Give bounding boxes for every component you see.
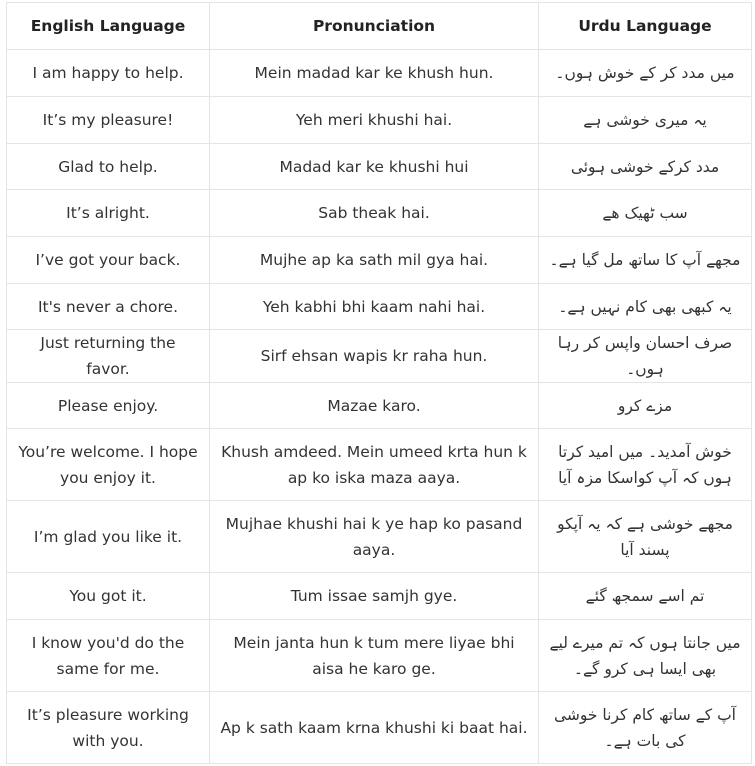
table-row (7, 330, 752, 383)
pronunciation-cell: Mein janta hun k tum mere liyae bhi aisa he karo ge. (210, 620, 539, 692)
phrase-table (6, 2, 752, 764)
english-cell: It’s pleasure working with you. (7, 692, 210, 764)
header-row (7, 3, 752, 50)
urdu-cell: صرف احسان واپس کر رہا ہوں۔ (539, 330, 752, 383)
table-row (7, 573, 752, 620)
table-row (7, 50, 752, 97)
header-pronunciation: Pronunciation (210, 3, 539, 50)
english-cell: You got it. (7, 573, 210, 620)
table-header (7, 3, 752, 50)
table-body (7, 50, 752, 764)
pronunciation-cell: Yeh kabhi bhi kaam nahi hai. (210, 284, 539, 330)
header-english: English Language (7, 3, 210, 50)
english-cell: Please enjoy. (7, 383, 210, 429)
urdu-cell: مجھے خوشی ہے کہ یہ آپکو پسند آیا (539, 501, 752, 573)
urdu-cell: آپ کے ساتھ کام کرنا خوشی کی بات ہے۔ (539, 692, 752, 764)
pronunciation-cell: Ap k sath kaam krna khushi ki baat hai. (210, 692, 539, 764)
english-cell: It’s alright. (7, 190, 210, 237)
english-cell: I’ve got your back. (7, 237, 210, 284)
pronunciation-cell: Khush amdeed. Mein umeed krta hun k ap ko iska maza aaya. (210, 429, 539, 501)
urdu-cell: یہ میری خوشی ہے (539, 97, 752, 144)
pronunciation-cell: Mein madad kar ke khush hun. (210, 50, 539, 97)
english-cell: I know you'd do the same for me. (7, 620, 210, 692)
urdu-cell: میں مدد کر کے خوش ہوں۔ (539, 50, 752, 97)
urdu-cell: سب ٹھیک ھے (539, 190, 752, 237)
table-row (7, 692, 752, 764)
table-row (7, 144, 752, 190)
urdu-cell: تم اسے سمجھ گئے (539, 573, 752, 620)
pronunciation-cell: Mujhe ap ka sath mil gya hai. (210, 237, 539, 284)
table-row (7, 620, 752, 692)
pronunciation-cell: Mujhae khushi hai k ye hap ko pasand aaya. (210, 501, 539, 573)
pronunciation-cell: Mazae karo. (210, 383, 539, 429)
pronunciation-cell: Madad kar ke khushi hui (210, 144, 539, 190)
pronunciation-cell: Tum issae samjh gye. (210, 573, 539, 620)
table-row (7, 237, 752, 284)
english-cell: I’m glad you like it. (7, 501, 210, 573)
pronunciation-cell: Yeh meri khushi hai. (210, 97, 539, 144)
urdu-cell: یہ کبھی بھی کام نہیں ہے۔ (539, 284, 752, 330)
pronunciation-cell: Sirf ehsan wapis kr raha hun. (210, 330, 539, 383)
urdu-cell: خوش آمدید۔ میں امید کرتا ہوں کہ آپ کواسکا مزہ آیا (539, 429, 752, 501)
english-cell: It’s my pleasure! (7, 97, 210, 144)
urdu-cell: مجھے آپ کا ساتھ مل گیا ہے۔ (539, 237, 752, 284)
english-cell: I am happy to help. (7, 50, 210, 97)
pronunciation-cell: Sab theak hai. (210, 190, 539, 237)
table-row (7, 97, 752, 144)
table-row (7, 190, 752, 237)
header-urdu: Urdu Language (539, 3, 752, 50)
table-row (7, 429, 752, 501)
english-cell: Glad to help. (7, 144, 210, 190)
english-cell: It's never a chore. (7, 284, 210, 330)
table-row (7, 501, 752, 573)
table-row (7, 383, 752, 429)
english-cell: You’re welcome. I hope you enjoy it. (7, 429, 210, 501)
table-row (7, 284, 752, 330)
urdu-cell: مزے کرو (539, 383, 752, 429)
english-cell: Just returning the favor. (7, 330, 210, 383)
urdu-cell: مدد کرکے خوشی ہوئی (539, 144, 752, 190)
urdu-cell: میں جانتا ہوں کہ تم میرے لیے بھی ایسا ہی کرو گے۔ (539, 620, 752, 692)
